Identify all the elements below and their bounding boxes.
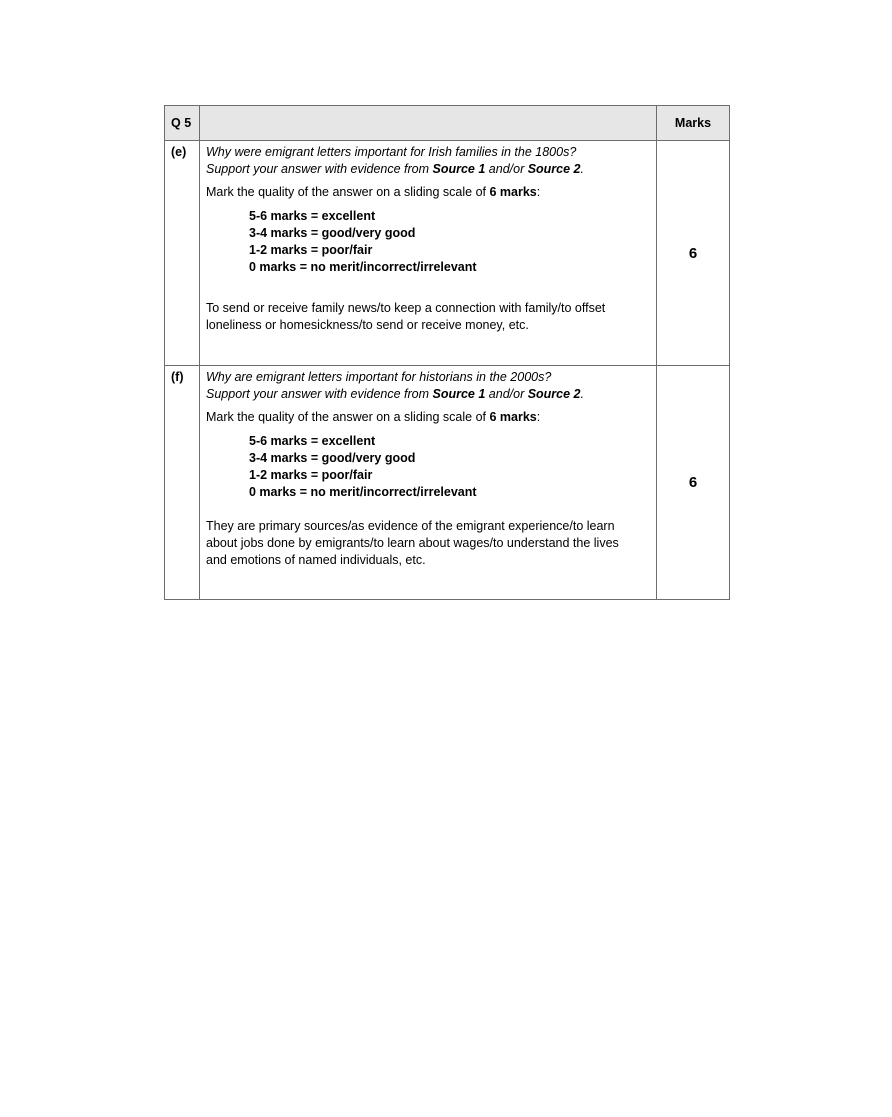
scale-item: 3-4 marks = good/very good <box>249 226 416 240</box>
scale-item: 0 marks = no merit/incorrect/irrelevant <box>249 260 477 274</box>
support-text: Support your answer with evidence from <box>206 387 433 401</box>
answer-line: loneliness or homesickness/to send or receive money, etc. <box>206 318 529 332</box>
scale-item: 1-2 marks = poor/fair <box>249 243 373 257</box>
part-content <box>200 141 657 366</box>
source-2-ref: Source 2 <box>527 162 581 176</box>
part-content <box>200 366 657 600</box>
table-row-part-f <box>165 366 730 600</box>
header-blank-cell <box>200 106 657 141</box>
support-text: and/or <box>485 387 528 401</box>
table-header-row <box>165 106 730 141</box>
marks-value: 6 <box>657 366 730 600</box>
marking-instruction <box>206 184 648 201</box>
scale-item: 1-2 marks = poor/fair <box>249 468 373 482</box>
part-label: (f) <box>165 366 200 600</box>
source-1-ref: Source 1 <box>432 387 486 401</box>
indicative-answer <box>206 518 648 569</box>
instruction-marks: 6 marks <box>489 185 537 199</box>
support-text: . <box>580 387 584 401</box>
instruction-marks: 6 marks <box>489 410 537 424</box>
scale-item: 5-6 marks = excellent <box>249 434 376 448</box>
question-number-header: Q 5 <box>165 106 200 141</box>
marks-scale <box>249 433 648 501</box>
marks-value: 6 <box>657 141 730 366</box>
instruction-text: Mark the quality of the answer on a sliding scale of <box>206 185 490 199</box>
answer-line: about jobs done by emigrants/to learn about wages/to understand the lives <box>206 536 619 550</box>
answer-line: To send or receive family news/to keep a connection with family/to offset <box>206 301 606 315</box>
scale-item: 3-4 marks = good/very good <box>249 451 416 465</box>
source-2-ref: Source 2 <box>527 387 581 401</box>
question-line: Why are emigrant letters important for historians in the 2000s? <box>206 370 552 384</box>
support-text: and/or <box>485 162 528 176</box>
indicative-answer <box>206 300 648 334</box>
marks-header: Marks <box>657 106 730 141</box>
marks-scale <box>249 208 648 276</box>
answer-line: They are primary sources/as evidence of the emigrant experience/to learn <box>206 519 615 533</box>
scale-item: 5-6 marks = excellent <box>249 209 376 223</box>
question-text <box>206 369 648 403</box>
answer-line: and emotions of named individuals, etc. <box>206 553 426 567</box>
scale-item: 0 marks = no merit/incorrect/irrelevant <box>249 485 477 499</box>
part-label: (e) <box>165 141 200 366</box>
question-text <box>206 144 648 178</box>
source-1-ref: Source 1 <box>432 162 486 176</box>
instruction-text: Mark the quality of the answer on a sliding scale of <box>206 410 490 424</box>
marking-scheme-table <box>164 105 730 600</box>
instruction-text: : <box>536 185 541 199</box>
support-text: Support your answer with evidence from <box>206 162 433 176</box>
table-row-part-e <box>165 141 730 366</box>
support-text: . <box>580 162 584 176</box>
instruction-text: : <box>536 410 541 424</box>
question-line: Why were emigrant letters important for Irish families in the 1800s? <box>206 145 577 159</box>
marking-instruction <box>206 409 648 426</box>
